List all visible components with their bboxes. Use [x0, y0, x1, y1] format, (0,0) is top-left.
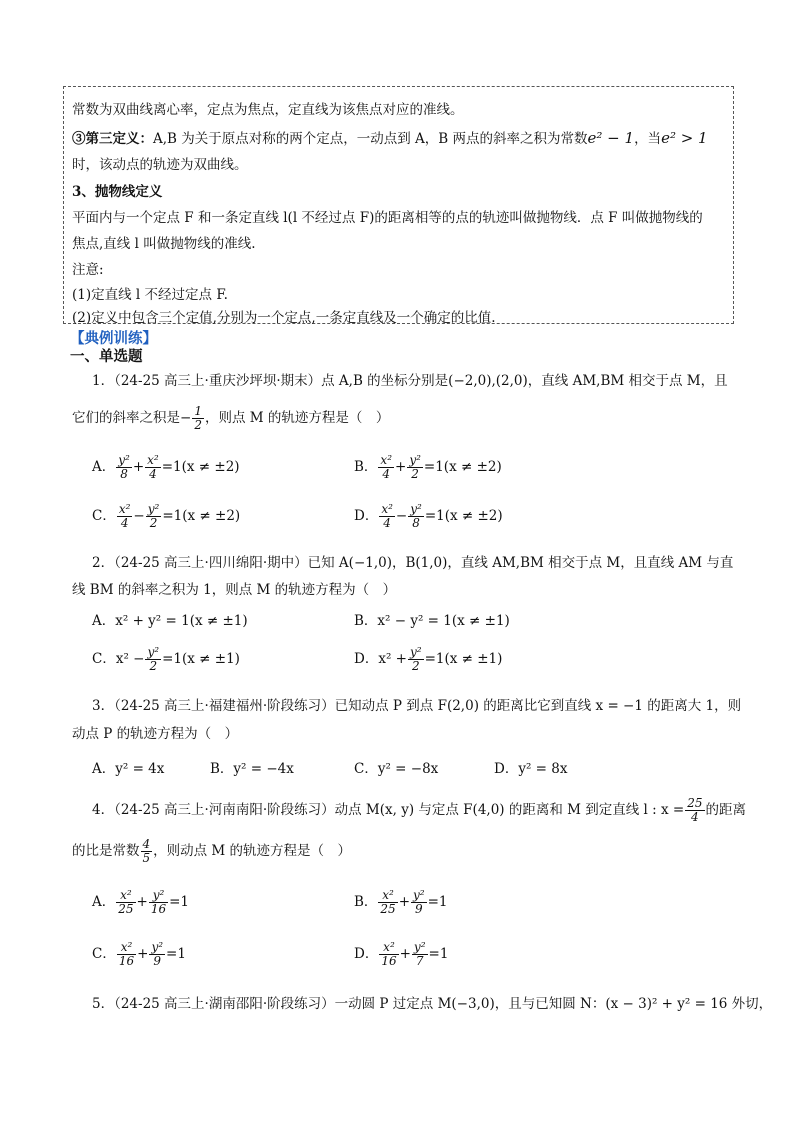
- q4-stem-1a: 4．（24-25 高三上·河南南阳·阶段练习）动点 M(x, y) 与定点 F(4,0) 的距离和 M 到定直线 l : x =: [92, 802, 685, 818]
- q4-stem-2: [72, 838, 351, 865]
- note-1: (1)定直线 l 不经过定点 F.: [72, 287, 228, 303]
- third-def-cond: e² > 1: [661, 129, 708, 147]
- q1-b-label: B．: [354, 459, 378, 475]
- q4-c-t1n: x²: [117, 941, 136, 955]
- q1-b-t2d: 2: [411, 467, 419, 481]
- q4-b-t1n: x²: [378, 889, 397, 903]
- q4-b-t2d: 9: [414, 902, 423, 916]
- section-heading: 一、单选题: [70, 348, 143, 365]
- q4-option-d[interactable]: D． $\frac{\text{x²}}{16}$ + $\frac{\text{y²}}{7}$ =1: [354, 940, 449, 968]
- q4-d-t2d: 7: [415, 954, 424, 968]
- q4-c-label: C．: [92, 946, 116, 962]
- q3-option-b[interactable]: B．y² = −4x: [210, 761, 294, 777]
- q4-a-t1d: 25: [118, 902, 134, 916]
- q4-d-t1n: x²: [379, 941, 398, 955]
- q2-d-d: 2: [411, 659, 420, 673]
- q2-c-label: C．: [92, 651, 116, 667]
- q4-stem-2b: ，则动点 M 的轨迹方程是（ ）: [153, 843, 352, 859]
- q1-a-op: +: [132, 459, 145, 475]
- note-2: (2)定义中包含三个定值,分别为一个定点,一条定直线及一个确定的比值.: [72, 310, 496, 326]
- third-def-const: e² − 1: [587, 129, 635, 147]
- q1-fraction: [192, 405, 204, 432]
- q4-a-t2n: y²: [149, 889, 168, 903]
- q2-c-pre: x² −: [115, 651, 145, 667]
- q4-c-t2n: y²: [151, 940, 164, 954]
- q2-stem-1: 2．（24-25 高三上·四川绵阳·期中）已知 A(−1,0)，B(1,0)，直线 AM,BM 相交于点 M，且直线 AM 与直: [92, 555, 734, 571]
- q4-c-t2d: 9: [153, 954, 162, 968]
- q1-c-tail: =1(x ≠ ±2): [162, 508, 241, 524]
- parabola-text-1: 平面内与一个定点 F 和一条定直线 l(l 不经过点 F)的距离相等的点的轨迹叫做抛物线．点 F 叫做抛物线的: [72, 210, 703, 226]
- q4-b-label: B．: [354, 894, 378, 910]
- q2-d-label: D．: [354, 651, 379, 667]
- q4-frac2-n: 4: [142, 837, 151, 851]
- q1-c-t2d: 2: [149, 516, 158, 530]
- q4-frac2-d: 5: [142, 851, 151, 865]
- q2-c-tail: =1(x ≠ ±1): [162, 651, 240, 667]
- q1-b-t1n: x²: [380, 453, 392, 467]
- q1-b-t2n: y²: [409, 453, 421, 467]
- q1-option-b[interactable]: [354, 454, 502, 481]
- q4-d-label: D．: [354, 946, 379, 962]
- q3-option-d[interactable]: D．y² = 8x: [494, 761, 568, 777]
- q2-d-tail: =1(x ≠ ±1): [424, 651, 503, 667]
- box-line-1: 常数为双曲线离心率，定点为焦点，定直线为该焦点对应的准线。: [72, 102, 464, 118]
- q4-b-t2n: y²: [413, 888, 425, 902]
- q3-stem-1: 3．（24-25 高三上·福建福州·阶段练习）已知动点 P 到点 F(2,0) 的距离比它到直线 x = −1 的距离大 1，则: [92, 698, 742, 714]
- q4-a-label: A．: [92, 894, 116, 910]
- q4-option-c[interactable]: C． $\frac{\text{x²}}{16}$ + $\frac{\text{y²}}{9}$ =1: [92, 940, 186, 968]
- q1-frac-n: 1: [194, 404, 202, 418]
- q1-a-t2d: 4: [149, 467, 157, 481]
- q4-stem-1b: 的距离: [705, 802, 746, 818]
- q1-c-t2n: y²: [147, 502, 160, 516]
- q4-c-tail: =1: [166, 946, 186, 962]
- q1-d-t1n: x²: [381, 502, 393, 516]
- q4-option-b[interactable]: B． $\frac{\text{x²}}{25}$ + $\frac{\text{y²}}{9}$ =1: [354, 888, 448, 916]
- q1-option-a[interactable]: [92, 454, 240, 481]
- third-def-when: ，当: [634, 131, 662, 147]
- q4-a-tail: =1: [169, 894, 190, 910]
- q1-b-op: +: [395, 459, 407, 475]
- parabola-title: 3、抛物线定义: [72, 184, 163, 200]
- q1-a-t2n: x²: [147, 453, 159, 467]
- q4-b-t1d: 25: [380, 902, 396, 916]
- q1-stem-2b: ，则点 M 的轨迹方程是（ ）: [204, 410, 390, 426]
- q3-option-a[interactable]: A．y² = 4x: [92, 761, 165, 777]
- q4-a-t2d: 16: [150, 902, 167, 916]
- q2-option-a[interactable]: A．x² + y² = 1(x ≠ ±1): [92, 613, 248, 629]
- q2-option-d[interactable]: [354, 646, 502, 673]
- q1-d-t1d: 4: [383, 516, 391, 530]
- q4-b-tail: =1: [427, 894, 448, 910]
- third-definition: [72, 127, 708, 147]
- q1-b-tail: =1(x ≠ ±2): [423, 459, 502, 475]
- q4-d-tail: =1: [428, 946, 449, 962]
- q1-stem-1: 1．（24-25 高三上·重庆沙坪坝·期末）点 A,B 的坐标分别是(−2,0),(2,0)，直线 AM,BM 相交于点 M，且: [92, 373, 728, 389]
- q4-option-a[interactable]: A． $\frac{\text{x²}}{25}$ + $\frac{\text{y²}}{16}$ =1: [92, 888, 190, 916]
- q1-c-op: −: [133, 508, 145, 524]
- q1-a-tail: =1(x ≠ ±2): [161, 459, 240, 475]
- q1-stem-2a: 它们的斜率之积是−: [72, 410, 192, 426]
- q4-frac1-d: 4: [691, 810, 699, 824]
- q1-option-c[interactable]: [92, 503, 240, 530]
- q1-c-t1n: x²: [118, 502, 131, 516]
- q1-option-d[interactable]: [354, 503, 503, 530]
- q1-a-label: A．: [92, 459, 116, 475]
- parabola-text-2: 焦点,直线 l 叫做抛物线的准线.: [72, 236, 256, 252]
- q4-a-t1n: x²: [116, 889, 135, 903]
- q2-option-b[interactable]: B．x² − y² = 1(x ≠ ±1): [354, 613, 510, 629]
- note-label: 注意:: [72, 262, 104, 278]
- q2-d-n: y²: [409, 645, 422, 659]
- q4-d-t1d: 16: [381, 954, 397, 968]
- q3-option-c[interactable]: C．y² = −8x: [354, 761, 439, 777]
- q2-option-c[interactable]: [92, 646, 240, 673]
- q1-b-t1d: 4: [382, 467, 391, 481]
- q1-d-t2d: 8: [412, 516, 420, 530]
- third-def-label: ③第三定义：: [72, 131, 153, 147]
- q1-frac-d: 2: [194, 418, 202, 432]
- q4-stem-1: [92, 797, 746, 824]
- third-def-text: A,B 为关于原点对称的两个定点，一动点到 A，B 两点的斜率之积为常数: [153, 131, 588, 147]
- q1-a-t1d: 8: [120, 467, 128, 481]
- q1-a-t1n: y²: [118, 453, 130, 467]
- q1-c-t1d: 4: [120, 516, 129, 530]
- q1-d-t2n: y²: [410, 502, 422, 516]
- q4-c-t1d: 16: [118, 954, 135, 968]
- q1-c-label: C．: [92, 508, 116, 524]
- q1-stem-2: [72, 405, 389, 432]
- q2-d-pre: x² +: [378, 651, 407, 667]
- q4-stem-2a: 的比是常数: [72, 843, 140, 859]
- q5-stem-1: 5．（24-25 高三上·湖南邵阳·阶段练习）一动圆 P 过定点 M(−3,0)，且与已知圆 N：(x − 3)² + y² = 16 外切，: [92, 996, 773, 1012]
- q1-d-tail: =1(x ≠ ±2): [424, 508, 503, 524]
- section-tag: 【典例训练】: [70, 330, 157, 347]
- q2-c-d: 2: [149, 659, 158, 673]
- q1-d-op: −: [395, 508, 408, 524]
- q2-c-n: y²: [147, 645, 160, 659]
- q4-d-t2n: y²: [413, 940, 426, 954]
- q3-stem-2: 动点 P 的轨迹方程为（ ）: [72, 726, 239, 742]
- q1-d-label: D．: [354, 508, 379, 524]
- q4-frac1-n: 25: [687, 796, 703, 810]
- q2-stem-2: 线 BM 的斜率之积为 1，则点 M 的轨迹方程为（ ）: [72, 582, 397, 598]
- box-line-3: 时，该动点的轨迹为双曲线。: [72, 157, 248, 173]
